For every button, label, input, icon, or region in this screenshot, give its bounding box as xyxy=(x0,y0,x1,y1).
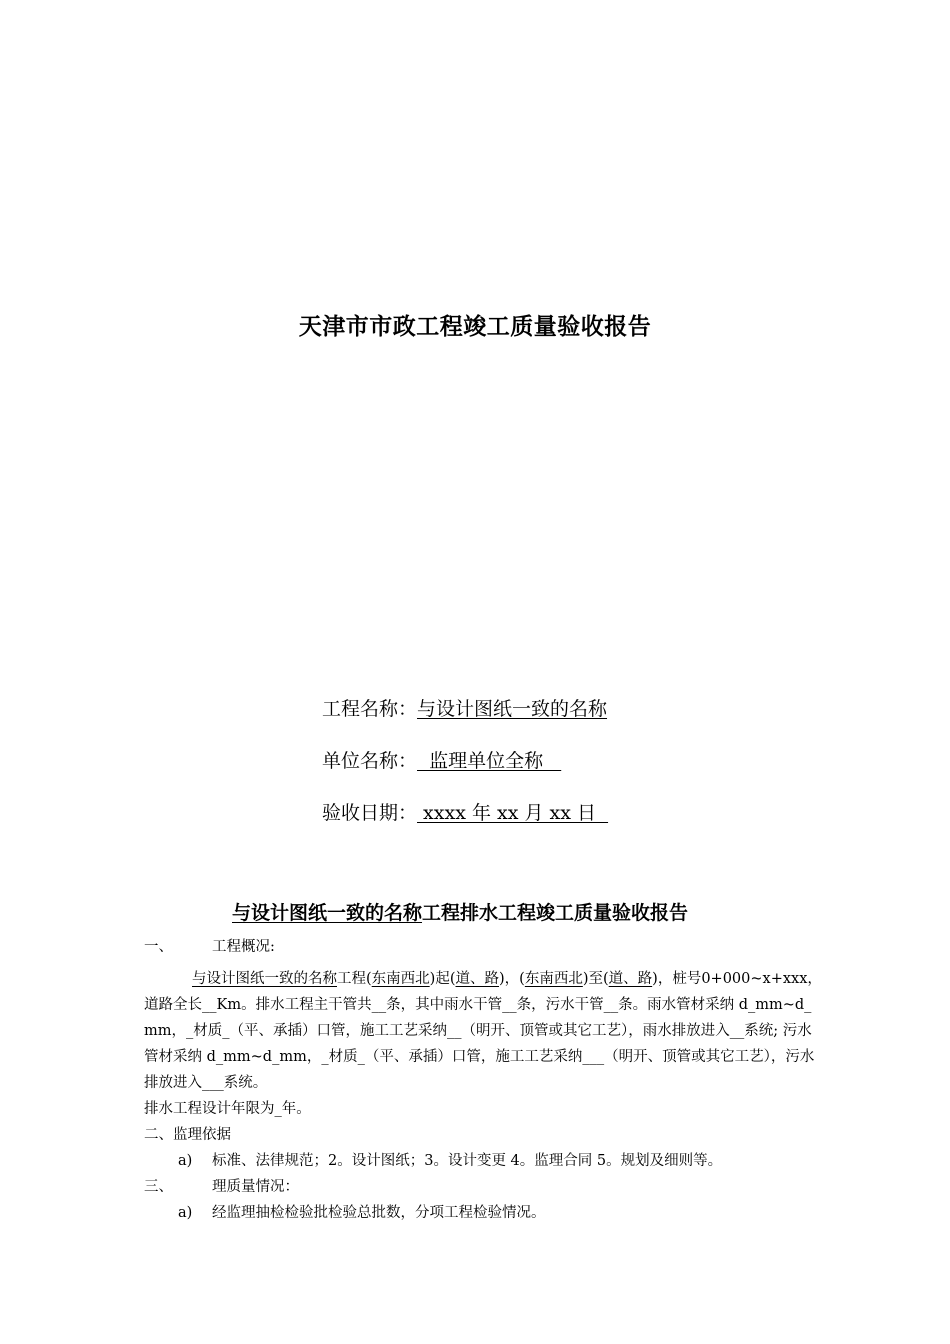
overview-text-d: )至( xyxy=(582,971,609,987)
overview-road-start: 道、路 xyxy=(455,971,499,987)
report-body xyxy=(144,934,824,1226)
design-life-line: 排水工程设计年限为_年。 xyxy=(144,1101,311,1117)
report-title-project-name: 与设计图纸一致的名称 xyxy=(232,902,423,924)
overview-text-b: )起( xyxy=(429,971,456,987)
section-3-item-a xyxy=(144,1200,824,1226)
section-3-item-a-letter: a) xyxy=(178,1205,193,1221)
section-2-heading: 二、监理依据 xyxy=(144,1127,231,1143)
overview-road-end: 道、路 xyxy=(608,971,653,987)
section-3-item-a-text: 经监理抽检检验批检验总批数，分项工程检验情况。 xyxy=(212,1205,546,1221)
project-overview-paragraph xyxy=(144,966,824,1096)
project-name-value: 与设计图纸一致的名称 xyxy=(417,698,608,720)
section-2-item-a xyxy=(144,1148,824,1174)
section-1-number: 一、 xyxy=(144,939,173,955)
date-value: xxxx 年 xx 月 xx 日 xyxy=(417,802,609,824)
section-1-title: 工程概况: xyxy=(212,939,275,955)
project-name-label: 工程名称： xyxy=(322,698,418,720)
report-title-rest: 工程排水工程竣工质量验收报告 xyxy=(422,902,689,924)
unit-name-label: 单位名称： xyxy=(322,750,418,772)
unit-name-value: 监理单位全称 xyxy=(417,750,562,772)
cover-info-block xyxy=(322,694,608,850)
section-2-item-a-text: 标准、法律规范；2。设计图纸；3。设计变更 4。监理合同 5。规划及细则等。 xyxy=(212,1153,723,1169)
date-label: 验收日期： xyxy=(322,802,418,824)
overview-text-e: )，桩号0+000~x+xxx，道路全长__Km。排水工程主干管共__条，其中雨水干管__条，污水干管__条。雨水管材采纳 d_mm~d_mm，_材质_（平、承插）口管，施工工艺采纳__（明开、顶管或其它工艺），雨水排放进入__系统; 污水管材采纳 d_mm~d_mm，_材质_（平、承插）口管，施工工艺采纳___（明开、顶管或其它工艺），污水排放进入___系统。 xyxy=(144,971,822,1091)
overview-text-c: )，( xyxy=(499,971,525,987)
report-title xyxy=(232,898,688,925)
project-name-row xyxy=(322,694,608,746)
overview-direction-end: 东南西北 xyxy=(524,971,583,987)
section-1-heading xyxy=(144,934,824,960)
section-3-number: 三、 xyxy=(144,1179,173,1195)
date-row xyxy=(322,798,608,850)
overview-text-a: 工程( xyxy=(337,971,372,987)
overview-project-name: 与设计图纸一致的名称 xyxy=(192,971,337,987)
section-3-title: 理质量情况： xyxy=(212,1179,299,1195)
unit-name-row xyxy=(322,746,608,798)
cover-title: 天津市市政工程竣工质量验收报告 xyxy=(298,313,652,340)
section-2-item-a-letter: a) xyxy=(178,1153,193,1169)
section-3-heading xyxy=(144,1174,824,1200)
overview-direction-start: 东南西北 xyxy=(371,971,430,987)
